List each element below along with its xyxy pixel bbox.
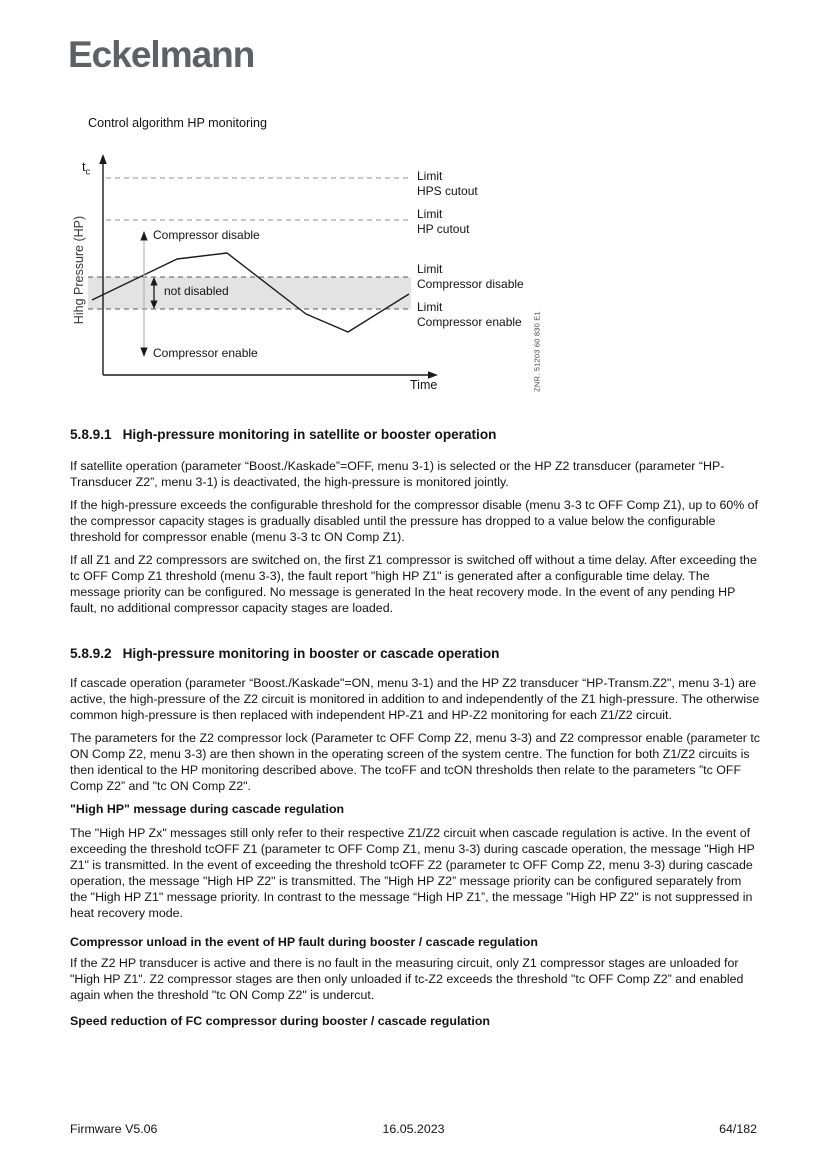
paragraph: If cascade operation (parameter “Boost./Kaskade"=ON, menu 3-1) and the HP Z2 transducer “HP-Transm.Z2", menu 3-1) are active, the high-pressure of the Z2 circuit is monitored in addition to and independently of the Z1 high-pressure. The otherwise common high-pressure is then replaced with independent HP-Z1 and HP-Z2 monitoring for each Z1/Z2 circuit.: [70, 676, 760, 722]
arrow-down-icon: [140, 348, 147, 358]
section-title: High-pressure monitoring in satellite or booster operation: [122, 427, 497, 442]
section-number: 5.8.9.2: [70, 646, 112, 661]
limit-label-compressor-disable: Limit Compressor disable: [417, 262, 524, 291]
paragraph: If the Z2 HP transducer is active and there is no fault in the measuring circuit, only Z1 compressor stages are unloaded for "High HP Z1". Z2 compressor stages are then only unloaded if tc-Z2 exceeds the threshold "tc OFF Comp Z2” and enabled again when the threshold "tc ON Comp Z2" is undercut.: [70, 956, 744, 1002]
annotation-compressor-enable: Compressor enable: [153, 346, 258, 360]
subheading-high-hp-message: "High HP" message during cascade regulation: [70, 802, 345, 816]
limit-label-hp-cutout: Limit HP cutout: [417, 207, 470, 236]
paragraph: If satellite operation (parameter “Boost./Kaskade”=OFF, menu 3-1) is selected or the HP Z2 transducer (parameter “HP-Transducer Z2”, menu 3-1) is deactivated, the high-pressure is monitored jointly.: [70, 459, 725, 489]
limit-label-compressor-enable: Limit Compressor enable: [417, 300, 522, 329]
section-title: High-pressure monitoring in booster or cascade operation: [122, 646, 500, 661]
paragraph: If the high-pressure exceeds the configurable threshold for the compressor disable (menu 3-3 tc OFF Comp Z1), up to 60% of the compressor capacity stages is gradually disabled until the pressure has dropped to a value below the configurable threshold for compressor enable (menu 3-3 tc ON Comp Z1).: [70, 498, 759, 544]
not-disabled-band: [88, 277, 411, 309]
footer-page-number: 64/182: [719, 1122, 757, 1136]
x-axis-title: Time: [410, 378, 438, 392]
drawing-number: ZNR. 51203 60 830 E1: [532, 311, 542, 392]
section-heading-5892: [70, 646, 760, 662]
paragraph: If all Z1 and Z2 compressors are switched on, the first Z1 compressor is switched off without a time delay. After exceeding the tc OFF Comp Z1 threshold (menu 3-3), the fault report "high HP Z1" is generated after a configurable time delay. The message priority can be configured. No message is generated In the heat recovery mode. In the event of any pending HP fault, no additional compressor capacity stages are loaded.: [70, 553, 757, 615]
annotation-not-disabled: not disabled: [164, 284, 229, 298]
subheading-speed-reduction: Speed reduction of FC compressor during booster / cascade regulation: [70, 1014, 490, 1028]
y-axis-title: Hihg Pressure (HP): [72, 215, 86, 325]
section-number: 5.8.9.1: [70, 427, 112, 442]
figure-caption: Control algorithm HP monitoring: [88, 116, 267, 130]
paragraph: The "High HP Zx" messages still only refer to their respective Z1/Z2 circuit when cascade regulation is active. In the event of exceeding the threshold tcOFF Z1 (parameter tc OFF Comp Z1, menu 3-3) during cascade operation, the message "High HP Z1" is transmitted. In the event of exceeding the threshold tcOFF Z2 (parameter tc OFF Comp Z2, menu 3-3) during cascade operation, the message "High HP Z2" is transmitted. The ”High HP Z2” message priority can be configured separately from the "High HP Z1" message priority. In contrast to the message “High HP Z1”, the message ”High HP Z2" is not suppressed in heat recovery mode.: [70, 826, 755, 920]
paragraph: The parameters for the Z2 compressor lock (Parameter tc OFF Comp Z2, menu 3-3) and Z2 compressor enable (parameter tc ON Comp Z2, menu 3-3) are then shown in the operating screen of the system centre. The function for both Z1/Z2 circuits is then identical to the HP monitoring described above. The tcoFF and tcON thresholds then relate to the parameters ”tc OFF Comp Z2” and "tc ON Comp Z2".: [70, 731, 760, 793]
footer-date: 16.05.2023: [382, 1122, 445, 1136]
annotation-compressor-disable: Compressor disable: [153, 228, 260, 242]
footer-firmware-version: Firmware V5.06: [70, 1122, 158, 1136]
subheading-compressor-unload: Compressor unload in the event of HP fault during booster / cascade regulation: [70, 935, 538, 949]
y-axis-arrow: [99, 154, 107, 164]
arrow-up-icon: [140, 231, 147, 241]
section-heading-5891: [70, 427, 760, 443]
body-content: [70, 420, 760, 1037]
company-logo: Eckelmann: [68, 34, 255, 75]
hp-monitoring-diagram: [70, 150, 570, 405]
limit-label-hps-cutout: Limit HPS cutout: [417, 169, 478, 198]
tc-axis-label: $t_c$: [82, 159, 91, 177]
